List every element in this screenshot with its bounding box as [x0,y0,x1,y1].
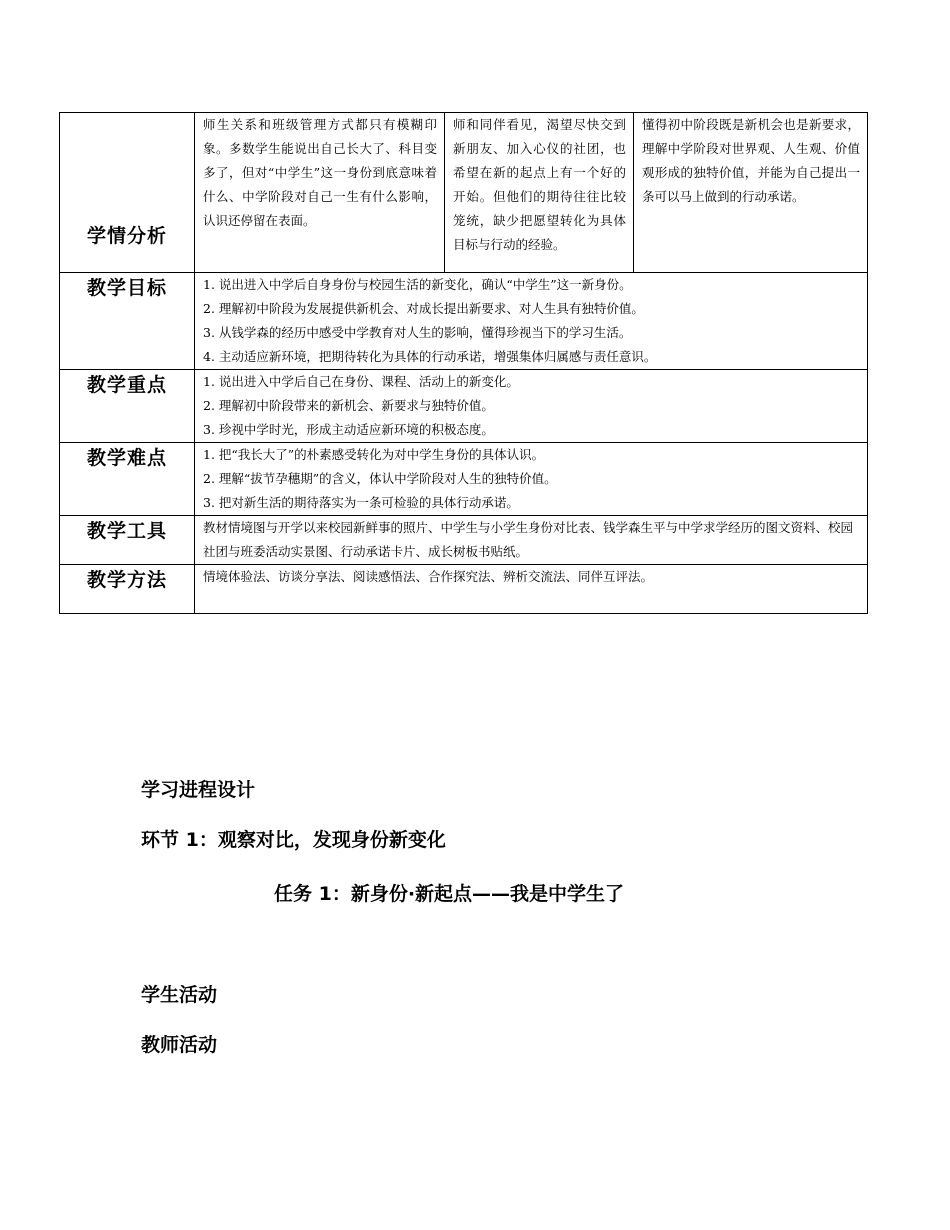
student-activity-heading: 学生活动 [141,984,218,1006]
difficulty-item: 3. 把对新生活的期待落实为一条可检验的具体行动承诺。 [203,495,519,510]
label-difficulties: 教学难点 [60,443,195,516]
key-point-item: 2. 理解初中阶段带来的新机会、新要求与独特价值。 [203,398,494,413]
row-methods [60,565,868,614]
analysis-col-3: 懂得初中阶段既是新机会也是新要求，理解中学阶段对世界观、人生观、价值观形成的独特价值，并能为自己提出一条可以马上做到的行动承诺。 [642,117,860,204]
label-key-points: 教学重点 [60,370,195,443]
label-tools: 教学工具 [60,516,195,565]
teacher-activity-heading: 教师活动 [141,1034,218,1056]
key-points-list [195,370,867,442]
tools-text: 教材情境图与开学以来校园新鲜事的照片、中学生与小学生身份对比表、钱学森生平与中学求学经历的图文资料、校园社团与班委活动实景图、行动承诺卡片、成长树板书贴纸。 [203,520,854,559]
methods-text: 情境体验法、访谈分享法、阅读感悟法、合作探究法、辨析交流法、同伴互评法。 [203,569,654,584]
key-point-item: 3. 珍视中学时光，形成主动适应新环境的积极态度。 [203,422,494,437]
difficulties-list [195,443,867,515]
row-key-points [60,370,868,443]
difficulty-item: 2. 理解“拔节孕穗期”的含义，体认中学阶段对人生的独特价值。 [203,471,557,486]
task-heading: 任务 1：新身份·新起点——我是中学生了 [274,883,625,905]
analysis-col-2: 师和同伴看见，渴望尽快交到新朋友、加入心仪的社团，也希望在新的起点上有一个好的开始。但他们的期待往往比较笼统，缺少把愿望转化为具体目标与行动的经验。 [453,117,626,252]
goal-item: 4. 主动适应新环境，把期待转化为具体的行动承诺，增强集体归属感与责任意识。 [203,349,657,364]
label-methods: 教学方法 [60,565,195,614]
row-difficulties [60,443,868,516]
goal-item: 3. 从钱学森的经历中感受中学教育对人生的影响，懂得珍视当下的学习生活。 [203,325,632,340]
analysis-col-1: 师生关系和班级管理方式都只有模糊印象。多数学生能说出自己长大了、科目变多了，但对“中学生”这一身份到底意味着什么、中学阶段对自己一生有什么影响，认识还停留在表面。 [203,117,437,228]
label-analysis: 学情分析 [60,113,195,273]
stage-heading: 环节 1：观察对比，发现身份新变化 [141,829,446,851]
difficulty-item: 1. 把“我长大了”的朴素感受转化为对中学生身份的具体认识。 [203,447,545,462]
row-tools [60,516,868,565]
label-goals: 教学目标 [60,273,195,370]
goals-list [195,273,867,369]
row-goals [60,273,868,370]
section-title: 学习进程设计 [141,779,256,801]
lesson-plan-table [59,112,868,614]
row-analysis [60,113,868,273]
goal-item: 2. 理解初中阶段为发展提供新机会、对成长提出新要求、对人生具有独特价值。 [203,301,644,316]
key-point-item: 1. 说出进入中学后自己在身份、课程、活动上的新变化。 [203,374,519,389]
goal-item: 1. 说出进入中学后自身身份与校园生活的新变化，确认“中学生”这一新身份。 [203,277,632,292]
